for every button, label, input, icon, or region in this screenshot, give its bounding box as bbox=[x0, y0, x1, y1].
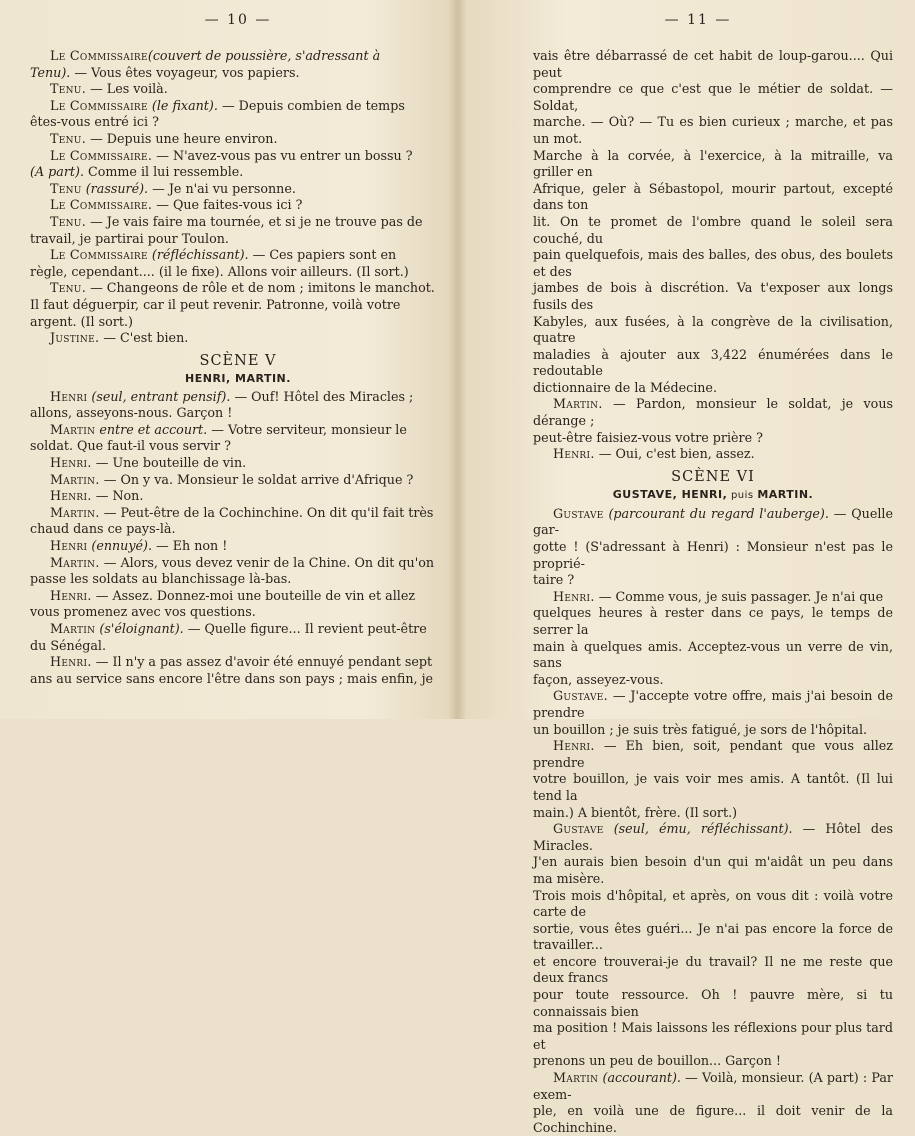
line-henri-9 bbox=[533, 738, 893, 771]
stage-direction: (seul, ému, réfléchissant). bbox=[603, 821, 793, 837]
dialogue-text: ans au service sans encore l'être dans son pays ; mais enfin, je bbox=[30, 670, 434, 686]
dialogue-text: travail, je partirai pour Toulon. bbox=[30, 230, 229, 246]
dialogue-text: — Oui, c'est bien, assez. bbox=[594, 446, 755, 462]
line-henri-1 bbox=[30, 389, 446, 406]
dialogue-text: sortie, vous êtes guéri... Je n'ai pas encore la force de travailler... bbox=[533, 920, 893, 953]
dialogue-text: ma position ! Mais laissons les réflexions pour plus tard et bbox=[533, 1020, 893, 1052]
dialogue-text: — Les voilà. bbox=[86, 81, 168, 97]
dialogue-text: Il faut déguerpir, car il peut revenir. Patronne, voilà votre bbox=[30, 296, 401, 312]
speaker-name: Le Commissaire bbox=[50, 97, 148, 113]
dialogue-text: lit. On te promet de l'ombre quand le soleil sera couché, du bbox=[533, 213, 893, 246]
dialogue-block-left-1 bbox=[30, 48, 446, 347]
dialogue-text: passe les soldats au blanchissage là-bas. bbox=[30, 571, 292, 587]
dialogue-block-right-1 bbox=[533, 48, 893, 463]
dialogue-text: règle, cependant.... (il le fixe). Allons voir ailleurs. (Il sort.) bbox=[30, 263, 409, 279]
speaker-name: Tenu. bbox=[50, 81, 87, 97]
line-commissaire-3 bbox=[30, 148, 446, 165]
line-tenu-4 bbox=[30, 214, 446, 231]
speaker-name: Justine. bbox=[50, 330, 100, 346]
line-commissaire-3b bbox=[30, 164, 446, 181]
line-tenu-5c bbox=[30, 314, 446, 331]
dialogue-text: — Assez. Donnez-moi une bouteille de vin et allez bbox=[91, 587, 416, 603]
dialogue-text: — Ouf! Hôtel des Miracles ; bbox=[230, 388, 414, 404]
line-henri-6d bbox=[533, 81, 893, 114]
line-henri-6k bbox=[533, 314, 893, 347]
line-tenu-5b bbox=[30, 297, 446, 314]
dialogue-text: main à quelques amis. Acceptez-vous un verre de vin, sans bbox=[533, 638, 893, 671]
dialogue-text: — Voilà, monsieur. (A part) : Par exem- bbox=[533, 1070, 893, 1102]
speaker-name: Henri. bbox=[553, 738, 595, 754]
stage-direction: Tenu). bbox=[30, 64, 71, 80]
stage-direction: (ennuyé). bbox=[87, 538, 153, 554]
stage-direction: (le fixant). bbox=[147, 97, 218, 113]
dialogue-text: quelques heures à rester dans ce pays, le temps de serrer la bbox=[533, 605, 893, 637]
line-martin-5b bbox=[30, 638, 446, 655]
line-henri-6e bbox=[533, 114, 893, 147]
speaker-name: Martin. bbox=[553, 396, 603, 412]
line-gustave-3c bbox=[533, 888, 893, 921]
dialogue-text: du Sénégal. bbox=[30, 637, 106, 653]
line-martin-7 bbox=[533, 1070, 893, 1103]
line-tenu-1 bbox=[30, 81, 446, 98]
dialogue-block-right-2 bbox=[533, 506, 893, 1136]
line-henri-6l bbox=[533, 347, 893, 380]
dialogue-text: Afrique, geler à Sébastopol, mourir partout, excepté dans ton bbox=[533, 180, 893, 213]
stage-direction: (parcourant du regard l'auberge). bbox=[603, 505, 829, 521]
dialogue-text: — Eh non ! bbox=[152, 538, 228, 554]
line-tenu-5 bbox=[30, 280, 446, 297]
dialogue-text: — Vous êtes voyageur, vos papiers. bbox=[70, 64, 300, 80]
line-gustave-1 bbox=[533, 506, 893, 539]
line-henri-7 bbox=[533, 446, 893, 463]
line-gustave-1c bbox=[533, 572, 893, 589]
stage-direction: (rassuré). bbox=[81, 180, 149, 196]
line-gustave-3f bbox=[533, 987, 893, 1020]
speaker-name: Martin bbox=[50, 421, 96, 437]
speaker-name: Henri. bbox=[553, 588, 595, 604]
line-henri-9b bbox=[533, 771, 893, 804]
dialogue-text: maladies à ajouter aux 3,422 énumérées dans le redoutable bbox=[533, 346, 893, 379]
line-justine-1 bbox=[30, 330, 446, 347]
dialogue-text: main.) A bientôt, frère. (Il sort.) bbox=[533, 804, 738, 820]
line-commissaire-5b bbox=[30, 264, 446, 281]
line-martin-2 bbox=[30, 472, 446, 489]
dialogue-text: taire ? bbox=[533, 572, 575, 588]
dialogue-text: — Je vais faire ma tournée, et si je ne trouve pas de bbox=[86, 213, 423, 229]
line-gustave-3e bbox=[533, 954, 893, 987]
stage-direction: (réfléchissant). bbox=[147, 247, 249, 263]
speaker-name: Le Commissaire bbox=[50, 48, 148, 63]
line-tenu-2 bbox=[30, 131, 446, 148]
dialogue-text: — Je n'ai vu personne. bbox=[148, 180, 296, 196]
line-gustave-3b bbox=[533, 854, 893, 887]
dialogue-text: — Comme vous, je suis passager. Je n'ai que bbox=[594, 588, 884, 604]
line-henri-2 bbox=[30, 455, 446, 472]
line-gustave-2b bbox=[533, 722, 893, 739]
scene-cast-vi-names: GUSTAVE, HENRI, bbox=[612, 487, 728, 501]
dialogue-text: prenons un peu de bouillon... Garçon ! bbox=[533, 1053, 781, 1069]
dialogue-text: argent. (Il sort.) bbox=[30, 313, 133, 329]
stage-direction: (A part). bbox=[30, 164, 84, 180]
dialogue-text: vais être débarrassé de cet habit de loup-garou.... Qui peut bbox=[533, 48, 893, 80]
dialogue-text: — Depuis combien de temps bbox=[217, 97, 405, 113]
speaker-name: Henri. bbox=[553, 446, 595, 462]
dialogue-text: — Pardon, monsieur le soldat, je vous dérange ; bbox=[533, 396, 893, 429]
line-martin-6b bbox=[533, 430, 893, 447]
dialogue-text: — Une bouteille de vin. bbox=[91, 455, 247, 471]
speaker-name: Gustave. bbox=[553, 688, 608, 704]
line-commissaire-1 bbox=[30, 48, 446, 65]
stage-direction: entre et accourt. bbox=[95, 421, 208, 437]
speaker-name: Tenu. bbox=[50, 213, 87, 229]
line-martin-3b bbox=[30, 521, 446, 538]
dialogue-text: votre bouillon, je vais voir mes amis. A tantôt. (Il lui tend la bbox=[533, 771, 893, 803]
dialogue-text: gotte ! (S'adressant à Henri) : Monsieur n'est pas le proprié- bbox=[533, 539, 893, 571]
line-henri-6h bbox=[533, 214, 893, 247]
dialogue-text: — Changeons de rôle et de nom ; imitons le manchot. bbox=[86, 280, 435, 296]
dialogue-text: et encore trouverai-je du travail? Il ne me reste que deux francs bbox=[533, 953, 893, 986]
dialogue-text: — Non. bbox=[91, 488, 144, 504]
dialogue-text: pain quelquefois, mais des balles, des obus, des boulets et des bbox=[533, 247, 893, 279]
speaker-name: Tenu bbox=[50, 180, 82, 196]
dialogue-text: ple, en voilà une de figure... il doit venir de la Cochinchine. bbox=[533, 1103, 893, 1135]
scene-cast-vi bbox=[533, 487, 893, 504]
page-number-left: — 10 — bbox=[204, 12, 272, 28]
line-martin-5 bbox=[30, 621, 446, 638]
stage-direction: (accourant). bbox=[598, 1070, 681, 1086]
line-commissaire-2 bbox=[30, 98, 446, 115]
line-henri-8c bbox=[533, 639, 893, 672]
line-gustave-1b bbox=[533, 539, 893, 572]
dialogue-text: vous promenez avec vos questions. bbox=[30, 604, 256, 620]
line-henri-8d bbox=[533, 672, 893, 689]
line-martin-6 bbox=[533, 396, 893, 429]
scene-cast-vi-end: MARTIN. bbox=[757, 487, 814, 501]
speaker-name: Henri bbox=[50, 388, 88, 404]
line-henri-1b bbox=[30, 405, 446, 422]
dialogue-text: — Eh bien, soit, pendant que vous allez prendre bbox=[533, 738, 893, 770]
line-henri-9c bbox=[533, 805, 893, 822]
speaker-name: Henri. bbox=[50, 455, 92, 471]
line-tenu-3 bbox=[30, 181, 446, 198]
dialogue-text: façon, asseyez-vous. bbox=[533, 671, 664, 687]
dialogue-text: chaud dans ce pays-là. bbox=[30, 521, 176, 537]
dialogue-text: — Ces papiers sont en bbox=[248, 247, 397, 263]
dialogue-text: — Quelle gar- bbox=[533, 505, 893, 538]
dialogue-text: dictionnaire de la Médecine. bbox=[533, 379, 717, 395]
left-page bbox=[0, 0, 456, 719]
dialogue-text: allons, asseyons-nous. Garçon ! bbox=[30, 405, 233, 421]
dialogue-block-left-2 bbox=[30, 389, 446, 688]
dialogue-text: Comme il lui ressemble. bbox=[83, 164, 244, 180]
line-martin-1 bbox=[30, 422, 446, 439]
dialogue-text: Kabyles, aux fusées, à la congrève de la civilisation, quatre bbox=[533, 313, 893, 346]
speaker-name: Martin bbox=[50, 621, 96, 636]
dialogue-text: pour toute ressource. Oh ! pauvre mère, si tu connaissais bien bbox=[533, 987, 893, 1019]
line-tenu-4b bbox=[30, 231, 446, 248]
line-martin-7b bbox=[533, 1103, 893, 1136]
line-henri-6g bbox=[533, 181, 893, 214]
dialogue-text: — Votre serviteur, monsieur le bbox=[207, 421, 407, 437]
line-henri-6m bbox=[533, 380, 893, 397]
dialogue-text: — Quelle figure... Il revient peut-être bbox=[183, 621, 427, 636]
line-martin-3 bbox=[30, 505, 446, 522]
line-commissaire-5 bbox=[30, 247, 446, 264]
dialogue-text: — Il n'y a pas assez d'avoir été ennuyé pendant sept bbox=[91, 654, 433, 670]
dialogue-text: peut-être faisiez-vous votre prière ? bbox=[533, 429, 763, 445]
scene-cast-vi-join: puis bbox=[727, 489, 758, 501]
line-gustave-3d bbox=[533, 921, 893, 954]
line-commissaire-4 bbox=[30, 197, 446, 214]
line-henri-6j bbox=[533, 280, 893, 313]
dialogue-text: — On y va. Monsieur le soldat arrive d'Afrique ? bbox=[99, 471, 414, 487]
speaker-name: Martin. bbox=[50, 554, 100, 570]
speaker-name: Le Commissaire bbox=[50, 247, 148, 263]
speaker-name: Martin. bbox=[50, 504, 100, 520]
scene-cast-v: HENRI, MARTIN. bbox=[185, 371, 291, 385]
stage-direction: (couvert de poussière, s'adressant à bbox=[147, 48, 381, 63]
line-commissaire-1b bbox=[30, 65, 446, 82]
scene-title-vi: SCÈNE VI bbox=[671, 468, 755, 485]
dialogue-text: soldat. Que faut-il vous servir ? bbox=[30, 438, 231, 454]
line-henri-6i bbox=[533, 247, 893, 280]
line-henri-6c bbox=[533, 48, 893, 81]
dialogue-text: — C'est bien. bbox=[99, 330, 189, 346]
dialogue-text: un bouillon ; je suis très fatigué, je sors de l'hôpital. bbox=[533, 721, 868, 737]
speaker-name: Gustave bbox=[553, 505, 604, 521]
dialogue-text: — Peut-être de la Cochinchine. On dit qu'il fait très bbox=[99, 504, 434, 520]
page-number-right: — 11 — bbox=[664, 12, 732, 28]
scene-title-v: SCÈNE V bbox=[199, 352, 277, 369]
speaker-name: Henri. bbox=[50, 587, 92, 603]
line-henri-6 bbox=[30, 654, 446, 671]
dialogue-text: êtes-vous entré ici ? bbox=[30, 114, 159, 130]
dialogue-text: J'en aurais bien besoin d'un qui m'aidât un peu dans ma misère. bbox=[533, 854, 893, 886]
speaker-name: Tenu. bbox=[50, 280, 87, 296]
dialogue-text: jambes de bois à discrétion. Va t'exposer aux longs fusils des bbox=[533, 280, 893, 312]
speaker-name: Gustave bbox=[553, 821, 604, 837]
speaker-name: Martin. bbox=[50, 471, 100, 487]
dialogue-text: — Alors, vous devez venir de la Chine. On dit qu'on bbox=[99, 554, 434, 570]
speaker-name: Henri bbox=[50, 538, 88, 554]
speaker-name: Henri. bbox=[50, 488, 92, 504]
line-gustave-3g bbox=[533, 1020, 893, 1053]
line-commissaire-2b bbox=[30, 114, 446, 131]
line-martin-4b bbox=[30, 571, 446, 588]
dialogue-text: marche. — Où? — Tu es bien curieux ; marche, et pas un mot. bbox=[533, 114, 893, 146]
right-page bbox=[459, 0, 915, 1135]
stage-direction: (s'éloignant). bbox=[95, 621, 184, 636]
speaker-name: Tenu. bbox=[50, 130, 87, 146]
speaker-name: Le Commissaire. bbox=[50, 147, 153, 163]
line-henri-6f bbox=[533, 148, 893, 181]
dialogue-text: — N'avez-vous pas vu entrer un bossu ? bbox=[152, 147, 413, 163]
line-henri-3 bbox=[30, 488, 446, 505]
dialogue-text: Marche à la corvée, à l'exercice, à la mitraille, va griller en bbox=[533, 147, 893, 180]
line-henri-4 bbox=[30, 538, 446, 555]
speaker-name: Le Commissaire. bbox=[50, 197, 153, 213]
dialogue-text: — Depuis une heure environ. bbox=[86, 130, 278, 146]
line-henri-8b bbox=[533, 605, 893, 638]
dialogue-text: — Que faites-vous ici ? bbox=[152, 197, 303, 213]
dialogue-text: comprendre ce que c'est que le métier de soldat. — Soldat, bbox=[533, 81, 893, 113]
dialogue-text: Trois mois d'hôpital, et après, on vous dit : voilà votre carte de bbox=[533, 887, 893, 920]
line-henri-8 bbox=[533, 589, 893, 606]
dialogue-text: — J'accepte votre offre, mais j'ai besoin de prendre bbox=[533, 688, 893, 720]
line-henri-5 bbox=[30, 588, 446, 605]
line-gustave-3 bbox=[533, 821, 893, 854]
speaker-name: Henri. bbox=[50, 654, 92, 670]
stage-direction: (seul, entrant pensif). bbox=[87, 388, 231, 404]
line-martin-4 bbox=[30, 555, 446, 572]
line-henri-5b bbox=[30, 604, 446, 621]
line-martin-1b bbox=[30, 438, 446, 455]
speaker-name: Martin bbox=[553, 1070, 599, 1086]
line-gustave-3h bbox=[533, 1053, 893, 1070]
dialogue-text: — Hôtel des Miracles. bbox=[533, 821, 893, 853]
line-henri-6b bbox=[30, 671, 446, 688]
line-gustave-2 bbox=[533, 688, 893, 721]
